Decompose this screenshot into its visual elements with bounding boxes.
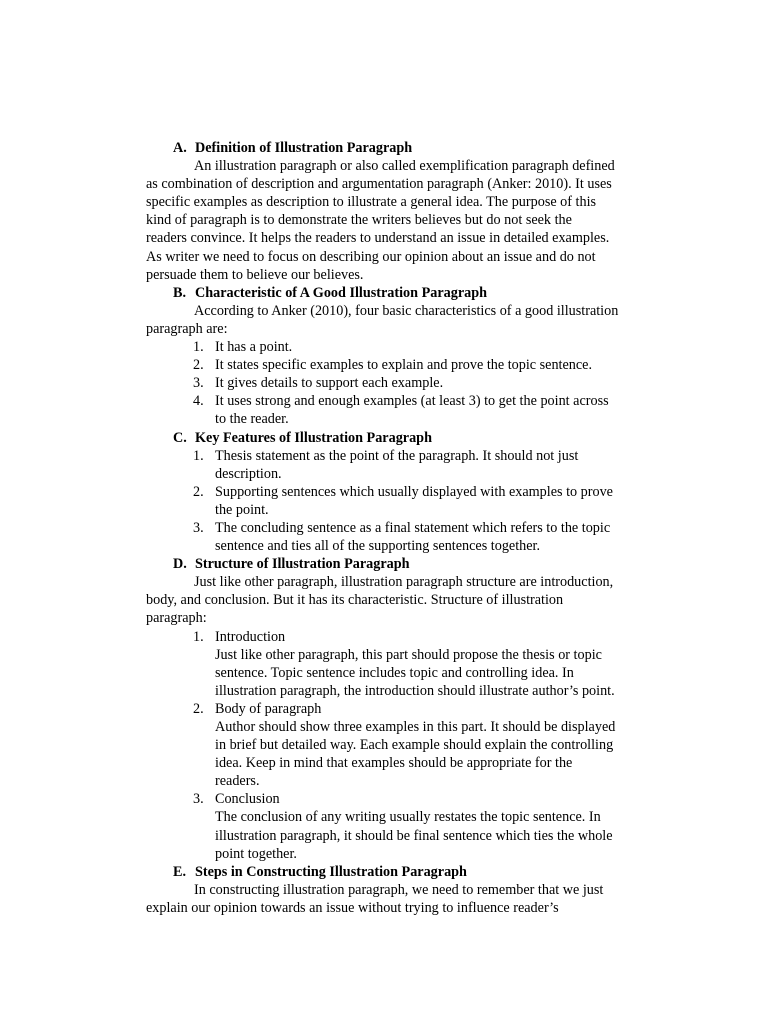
list-number: 4. bbox=[193, 393, 204, 410]
section-a bbox=[146, 139, 662, 284]
list-number: 3. bbox=[193, 791, 204, 808]
section-d bbox=[146, 555, 662, 863]
list-item-text: It gives details to support each example. bbox=[215, 375, 444, 392]
section-b bbox=[146, 284, 662, 429]
list-item-text: Supporting sentences which usually displayed with examples to prove bbox=[215, 483, 613, 500]
list-item-text: The concluding sentence as a final statement which refers to the topic bbox=[215, 519, 611, 536]
list-item-text: to the reader. bbox=[215, 411, 289, 428]
paragraph-line: body, and conclusion. But it has its characteristic. Structure of illustration bbox=[146, 592, 564, 609]
section-letter: C. bbox=[173, 429, 187, 446]
paragraph-line: As writer we need to focus on describing our opinion about an issue and do not bbox=[146, 248, 596, 265]
list-number: 3. bbox=[193, 375, 204, 392]
list-item-text: the point. bbox=[215, 501, 269, 518]
list-number: 3. bbox=[193, 519, 204, 536]
list-item bbox=[193, 447, 662, 483]
list-number: 2. bbox=[193, 700, 204, 717]
list-item-text: sentence. Topic sentence includes topic and controlling idea. In bbox=[215, 664, 574, 681]
list-item-text: sentence and ties all of the supporting sentences together. bbox=[215, 538, 541, 555]
section-letter: A. bbox=[173, 140, 187, 156]
list-item-heading: Conclusion bbox=[215, 791, 280, 808]
list-item bbox=[193, 338, 662, 356]
paragraph-line: In constructing illustration paragraph, we need to remember that we just bbox=[194, 881, 604, 898]
numbered-list bbox=[193, 447, 662, 556]
list-item-text: It uses strong and enough examples (at least 3) to get the point across bbox=[215, 393, 609, 410]
list-number: 2. bbox=[193, 357, 204, 374]
list-item-text: illustration paragraph, it should be final sentence which ties the whole bbox=[215, 827, 613, 844]
paragraph-line: as combination of description and argumentation paragraph (Anker: 2010). It uses bbox=[146, 176, 612, 193]
paragraph-line: readers convince. It helps the readers to understand an issue in detailed examples. bbox=[146, 230, 610, 247]
list-item-text: illustration paragraph, the introduction should illustrate author’s point. bbox=[215, 682, 615, 699]
section-letter: E. bbox=[173, 863, 187, 880]
numbered-list bbox=[193, 338, 662, 428]
section-paragraph bbox=[146, 302, 662, 338]
list-item-text: point together. bbox=[215, 845, 297, 862]
list-item-heading: Introduction bbox=[215, 628, 286, 645]
list-item-text: in brief but detailed way. Each example should explain the controlling bbox=[215, 737, 614, 754]
paragraph-line: kind of paragraph is to demonstrate the writers believes but do not seek the bbox=[146, 212, 572, 229]
paragraph-line: explain our opinion towards an issue without trying to influence reader’s bbox=[146, 899, 559, 916]
list-number: 2. bbox=[193, 483, 204, 500]
document-page bbox=[146, 139, 662, 917]
paragraph-line: specific examples as description to illustrate a general idea. The purpose of this bbox=[146, 194, 597, 211]
section-title: Characteristic of A Good Illustration Paragraph bbox=[195, 284, 488, 301]
paragraph-line: paragraph: bbox=[146, 610, 207, 627]
section-letter: D. bbox=[173, 556, 187, 573]
paragraph-line: An illustration paragraph or also called exemplification paragraph defined bbox=[194, 158, 615, 175]
list-number: 1. bbox=[193, 628, 204, 645]
list-item bbox=[193, 392, 662, 428]
section-heading bbox=[173, 139, 662, 157]
list-item-text: It has a point. bbox=[215, 339, 293, 356]
list-number: 1. bbox=[193, 447, 204, 464]
paragraph-line: paragraph are: bbox=[146, 320, 228, 337]
section-e bbox=[146, 863, 662, 917]
paragraph-line: Just like other paragraph, illustration paragraph structure are introduction, bbox=[194, 574, 614, 591]
paragraph-line: persuade them to believe our believes. bbox=[146, 266, 364, 283]
list-item bbox=[193, 519, 662, 555]
list-item-text: Author should show three examples in this part. It should be displayed bbox=[215, 719, 616, 735]
list-item bbox=[193, 790, 662, 862]
section-letter: B. bbox=[173, 284, 187, 301]
list-number: 1. bbox=[193, 339, 204, 356]
list-item-text: idea. Keep in mind that examples should be appropriate for the bbox=[215, 755, 573, 772]
section-paragraph bbox=[146, 881, 662, 917]
section-title: Key Features of Illustration Paragraph bbox=[195, 429, 432, 446]
list-item bbox=[193, 356, 662, 374]
section-title: Definition of Illustration Paragraph bbox=[195, 140, 413, 156]
list-item-text: Just like other paragraph, this part should propose the thesis or topic bbox=[215, 646, 602, 663]
list-item-text: readers. bbox=[215, 773, 260, 790]
section-heading bbox=[173, 429, 662, 447]
list-item bbox=[193, 628, 662, 700]
list-item bbox=[193, 374, 662, 392]
list-item-text: The conclusion of any writing usually restates the topic sentence. In bbox=[215, 809, 601, 826]
list-item-heading: Body of paragraph bbox=[215, 700, 322, 717]
section-title: Structure of Illustration Paragraph bbox=[195, 556, 410, 573]
list-item bbox=[193, 483, 662, 519]
paragraph-line: According to Anker (2010), four basic characteristics of a good illustration bbox=[194, 302, 619, 319]
list-item-text: It states specific examples to explain and prove the topic sentence. bbox=[215, 357, 593, 374]
section-paragraph bbox=[146, 573, 662, 627]
section-paragraph bbox=[146, 157, 662, 284]
numbered-list bbox=[193, 628, 662, 863]
section-heading bbox=[173, 863, 662, 881]
list-item bbox=[193, 700, 662, 790]
section-heading bbox=[173, 555, 662, 573]
list-item-text: Thesis statement as the point of the paragraph. It should not just bbox=[215, 447, 579, 464]
section-title: Steps in Constructing Illustration Paragraph bbox=[195, 863, 467, 880]
section-c bbox=[146, 429, 662, 556]
list-item-text: description. bbox=[215, 465, 282, 482]
section-heading bbox=[173, 284, 662, 302]
